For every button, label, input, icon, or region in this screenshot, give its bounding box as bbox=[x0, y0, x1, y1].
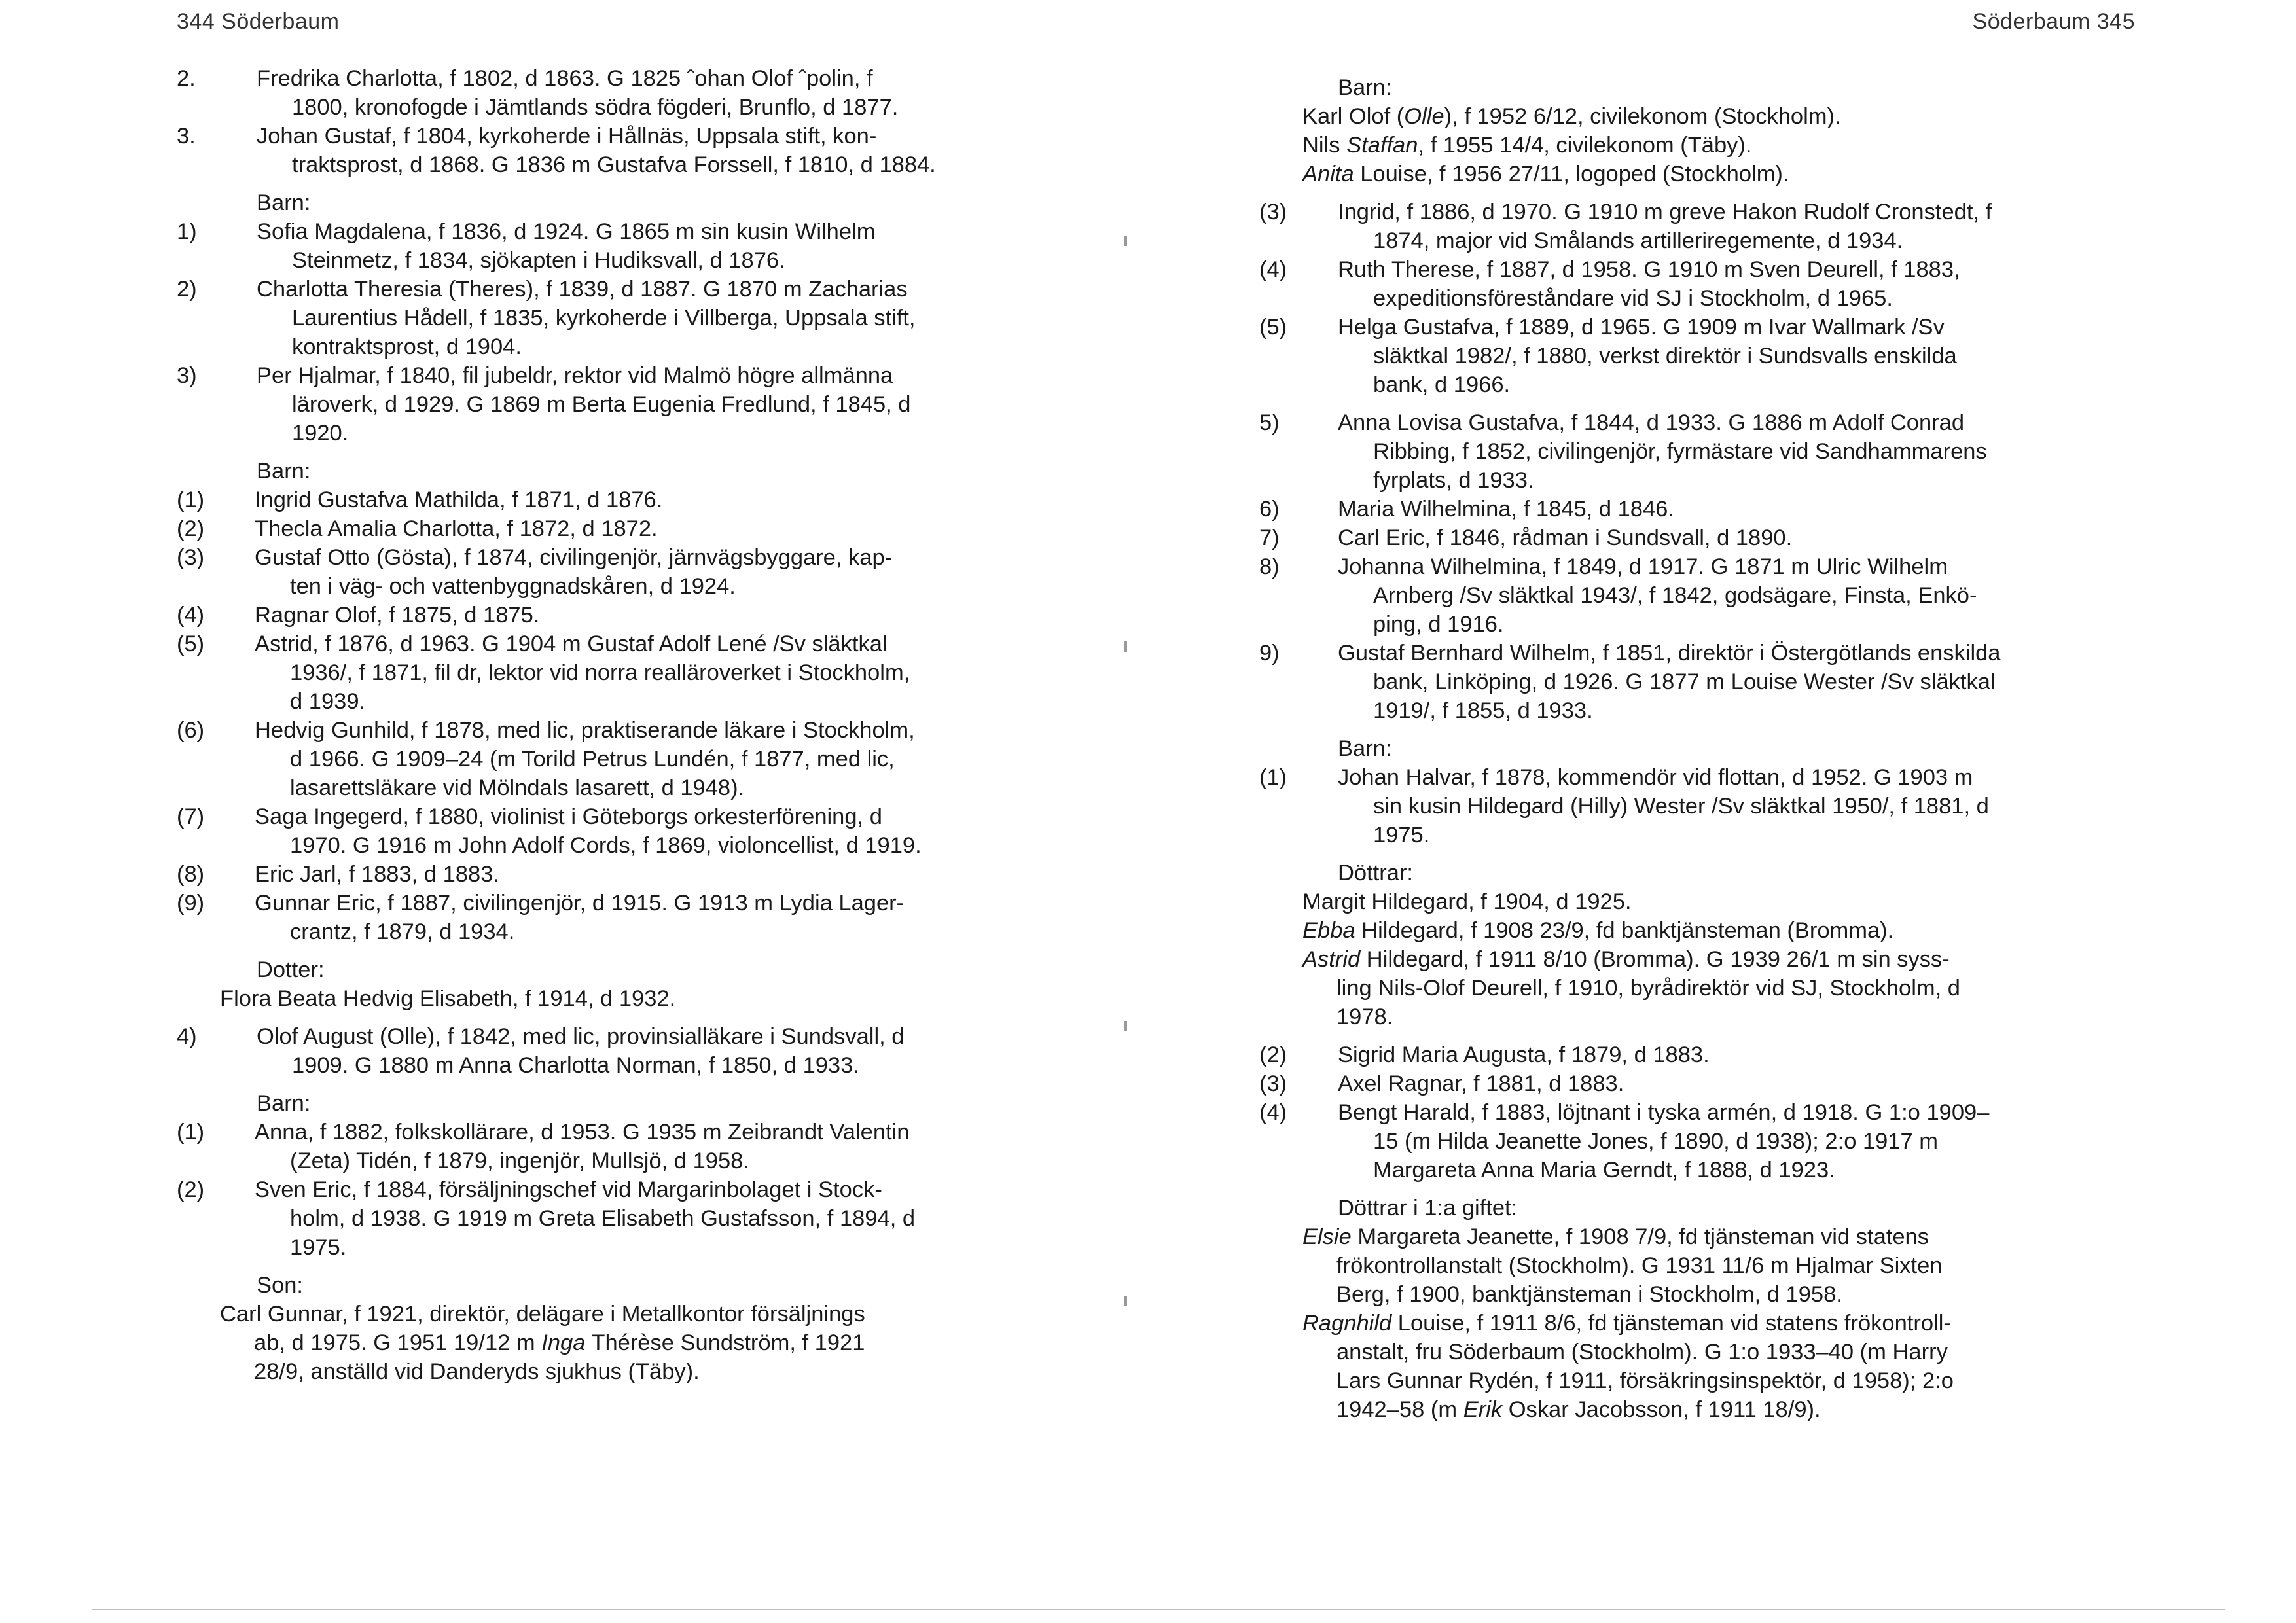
entry-line: Thecla Amalia Charlotta, f 1872, d 1872. bbox=[255, 516, 658, 541]
genealogy-entry bbox=[177, 889, 982, 946]
bottom-rule bbox=[92, 1609, 2225, 1610]
section-subhead: Barn: bbox=[1338, 75, 1392, 100]
entry-line: (Zeta) Tidén, f 1879, ingenjör, Mullsjö, d 1958. bbox=[290, 1149, 749, 1173]
entry-line: Hedvig Gunhild, f 1878, med lic, praktiserande läkare i Stockholm, bbox=[255, 718, 915, 743]
child-entry-line: Ragnhild Louise, f 1911 8/6, fd tjänsteman vid statens frökontroll- bbox=[1302, 1311, 1951, 1336]
genealogy-entry bbox=[1259, 524, 2117, 552]
entry-line: fyrplats, d 1933. bbox=[1373, 468, 1534, 493]
entry-line: Margareta Anna Maria Gerndt, f 1888, d 1923. bbox=[1373, 1158, 1835, 1183]
entry-line: Olof August (Olle), f 1842, med lic, provinsialläkare i Sundsvall, d bbox=[257, 1024, 905, 1049]
right-page bbox=[1148, 0, 2296, 1623]
entry-line: 1874, major vid Smålands artilleriregemente, d 1934. bbox=[1373, 228, 1903, 253]
genealogy-entry bbox=[1259, 313, 2117, 399]
genealogy-entry bbox=[177, 716, 982, 802]
entry-line: Per Hjalmar, f 1840, fil jubeldr, rektor vid Malmö högre allmänna bbox=[257, 363, 893, 388]
entry-line: holm, d 1938. G 1919 m Greta Elisabeth Gustafsson, f 1894, d bbox=[290, 1206, 916, 1231]
child-entry-line: Berg, f 1900, banktjänsteman i Stockholm, d 1958. bbox=[1336, 1282, 1842, 1307]
section-subhead: Döttrar i 1:a giftet: bbox=[1338, 1196, 1518, 1221]
entry-line: Laurentius Hådell, f 1835, kyrkoherde i Villberga, Uppsala stift, bbox=[292, 306, 916, 330]
gutter-mark bbox=[1124, 641, 1127, 652]
genealogy-entry bbox=[177, 1175, 982, 1262]
spacer bbox=[1259, 188, 2117, 198]
entry-line: ten i väg- och vattenbyggnadskåren, d 1924. bbox=[290, 574, 736, 599]
genealogy-entry bbox=[177, 514, 982, 543]
spacer bbox=[1259, 1185, 2117, 1190]
spacer bbox=[1259, 1031, 2117, 1041]
entry-line: lasarettsläkare vid Mölndals lasarett, d 1948). bbox=[290, 776, 745, 800]
genealogy-entry bbox=[1259, 255, 2117, 313]
entry-line: Sigrid Maria Augusta, f 1879, d 1883. bbox=[1338, 1043, 1710, 1067]
entry-number: (5) bbox=[177, 632, 205, 656]
child-entry-line: anstalt, fru Söderbaum (Stockholm). G 1:o 1933–40 (m Harry bbox=[1336, 1340, 1948, 1364]
section-subhead: Barn: bbox=[1338, 736, 1392, 761]
entry-line: läroverk, d 1929. G 1869 m Berta Eugenia Fredlund, f 1845, d bbox=[292, 392, 911, 417]
entry-number: (2) bbox=[1259, 1043, 1287, 1067]
entry-number: 7) bbox=[1259, 526, 1280, 550]
genealogy-entry bbox=[1259, 639, 2117, 725]
entry-line: Sven Eric, f 1884, försäljningschef vid Margarinbolaget i Stock- bbox=[255, 1177, 882, 1202]
entry-number: 1) bbox=[177, 219, 197, 244]
entry-line: Ingrid, f 1886, d 1970. G 1910 m greve Hakon Rudolf Cronstedt, f bbox=[1338, 200, 1992, 224]
genealogy-entry bbox=[1259, 763, 2117, 849]
entry-number: (1) bbox=[1259, 765, 1287, 790]
entry-number: 6) bbox=[1259, 497, 1280, 522]
entry-line: Gunnar Eric, f 1887, civilingenjör, d 1915. G 1913 m Lydia Lager- bbox=[255, 891, 905, 916]
entry-number: (8) bbox=[177, 862, 205, 887]
genealogy-entry bbox=[177, 1022, 982, 1080]
entry-line: Johanna Wilhelmina, f 1849, d 1917. G 1871 m Ulric Wilhelm bbox=[1338, 554, 1948, 579]
entry-line: d 1966. G 1909–24 (m Torild Petrus Lundén, f 1877, med lic, bbox=[290, 747, 895, 772]
genealogy-entry bbox=[1259, 1098, 2117, 1185]
spacer bbox=[177, 1262, 982, 1267]
gutter-mark bbox=[1124, 1296, 1127, 1306]
entry-number: (6) bbox=[177, 718, 205, 743]
genealogy-entry bbox=[177, 217, 982, 275]
gutter-mark bbox=[1124, 1021, 1127, 1031]
entry-number: (4) bbox=[177, 603, 205, 628]
entry-line: 1970. G 1916 m John Adolf Cords, f 1869, violoncellist, d 1919. bbox=[290, 833, 922, 858]
section-subhead: Barn: bbox=[257, 190, 311, 215]
child-entry-line: Margit Hildegard, f 1904, d 1925. bbox=[1302, 889, 1632, 914]
entry-number: (1) bbox=[177, 488, 205, 512]
entry-line: Johan Gustaf, f 1804, kyrkoherde i Hållnäs, Uppsala stift, kon- bbox=[257, 124, 877, 149]
entry-line: Axel Ragnar, f 1881, d 1883. bbox=[1338, 1071, 1624, 1096]
child-entry-line: frökontrollanstalt (Stockholm). G 1931 11/6 m Hjalmar Sixten bbox=[1336, 1253, 1943, 1278]
entry-line: expeditionsföreståndare vid SJ i Stockholm, d 1965. bbox=[1373, 286, 1893, 311]
entry-line: 1919/, f 1855, d 1933. bbox=[1373, 698, 1593, 723]
entry-line: Fredrika Charlotta, f 1802, d 1863. G 1825 ˆohan Olof ˆpolin, f bbox=[257, 66, 873, 91]
entry-line: Arnberg /Sv släktkal 1943/, f 1842, godsägare, Finsta, Enkö- bbox=[1373, 583, 1977, 608]
entry-line: bank, d 1966. bbox=[1373, 372, 1511, 397]
entry-line: traktsprost, d 1868. G 1836 m Gustafva Forssell, f 1810, d 1884. bbox=[292, 152, 936, 177]
entry-line: Carl Eric, f 1846, rådman i Sundsvall, d 1890. bbox=[1338, 526, 1793, 550]
entry-number: 5) bbox=[1259, 410, 1280, 435]
section-subhead: Dotter: bbox=[257, 957, 325, 982]
entry-line: Johan Halvar, f 1878, kommendör vid flottan, d 1952. G 1903 m bbox=[1338, 765, 1973, 790]
genealogy-entry bbox=[177, 601, 982, 630]
genealogy-entry bbox=[1259, 495, 2117, 524]
entry-line: släktkal 1982/, f 1880, verkst direktör i Sundsvalls enskilda bbox=[1373, 344, 1957, 368]
child-entry-line: 1942–58 (m Erik Oskar Jacobsson, f 1911 18/9). bbox=[1336, 1397, 1821, 1422]
entry-line: sin kusin Hildegard (Hilly) Wester /Sv släktkal 1950/, f 1881, d bbox=[1373, 794, 1989, 819]
entry-line: 1909. G 1880 m Anna Charlotta Norman, f 1850, d 1933. bbox=[292, 1053, 859, 1078]
entry-number: (3) bbox=[1259, 1071, 1287, 1096]
entry-line: 15 (m Hilda Jeanette Jones, f 1890, d 1938); 2:o 1917 m bbox=[1373, 1129, 1939, 1154]
entry-line: Astrid, f 1876, d 1963. G 1904 m Gustaf Adolf Lené /Sv släktkal bbox=[255, 632, 888, 656]
child-entry-line: Astrid Hildegard, f 1911 8/10 (Bromma). G 1939 26/1 m sin syss- bbox=[1302, 947, 1950, 972]
genealogy-entry bbox=[177, 486, 982, 514]
genealogy-entry bbox=[177, 1118, 982, 1175]
section-subhead: Son: bbox=[257, 1273, 303, 1298]
entry-line: bank, Linköping, d 1926. G 1877 m Louise Wester /Sv släktkal bbox=[1373, 669, 1996, 694]
entry-number: (9) bbox=[177, 891, 205, 916]
entry-number: 2. bbox=[177, 66, 196, 91]
entry-line: Ribbing, f 1852, civilingenjör, fyrmästare vid Sandhammarens bbox=[1373, 439, 1987, 464]
entry-number: (5) bbox=[1259, 315, 1287, 340]
spacer bbox=[1259, 725, 2117, 730]
genealogy-entry bbox=[177, 275, 982, 361]
entry-line: Ingrid Gustafva Mathilda, f 1871, d 1876. bbox=[255, 488, 663, 512]
genealogy-entry bbox=[1259, 1041, 2117, 1069]
child-entry-line: Nils Staffan, f 1955 14/4, civilekonom (Täby). bbox=[1302, 133, 1752, 158]
entry-line: 1800, kronofogde i Jämtlands södra fögderi, Brunflo, d 1877. bbox=[292, 95, 899, 120]
entry-number: (1) bbox=[177, 1120, 205, 1145]
entry-line: d 1939. bbox=[290, 689, 366, 714]
genealogy-entry bbox=[1259, 552, 2117, 639]
genealogy-entry bbox=[1259, 408, 2117, 495]
genealogy-entry bbox=[177, 543, 982, 601]
entry-line: Sofia Magdalena, f 1836, d 1924. G 1865 m sin kusin Wilhelm bbox=[257, 219, 876, 244]
entry-number: 3. bbox=[177, 124, 196, 149]
spacer bbox=[1259, 399, 2117, 408]
spacer bbox=[177, 179, 982, 185]
entry-line: Eric Jarl, f 1883, d 1883. bbox=[255, 862, 499, 887]
section-subhead: Döttrar: bbox=[1338, 861, 1414, 885]
running-head-left: 344 Söderbaum bbox=[177, 9, 340, 34]
genealogy-entry bbox=[1259, 1069, 2117, 1098]
entry-line: Gustaf Bernhard Wilhelm, f 1851, direktör i Östergötlands enskilda bbox=[1338, 641, 2001, 666]
entry-number: (2) bbox=[177, 516, 205, 541]
section-subhead: Barn: bbox=[257, 459, 311, 484]
entry-line: Charlotta Theresia (Theres), f 1839, d 1887. G 1870 m Zacharias bbox=[257, 277, 908, 302]
genealogy-entry bbox=[177, 802, 982, 860]
entry-number: (7) bbox=[177, 804, 205, 829]
entry-number: (4) bbox=[1259, 1100, 1287, 1125]
spacer bbox=[177, 1080, 982, 1085]
spacer bbox=[177, 946, 982, 952]
entry-line: Anna, f 1882, folkskollärare, d 1953. G 1935 m Zeibrandt Valentin bbox=[255, 1120, 910, 1145]
genealogy-entry bbox=[177, 630, 982, 716]
spacer bbox=[177, 1013, 982, 1022]
entry-line: ping, d 1916. bbox=[1373, 612, 1504, 637]
child-entry-line: Lars Gunnar Rydén, f 1911, försäkringsinspektör, d 1958); 2:o bbox=[1336, 1368, 1954, 1393]
entry-line: Gustaf Otto (Gösta), f 1874, civilingenjör, järnvägsbyggare, kap- bbox=[255, 545, 893, 570]
child-entry-line: Flora Beata Hedvig Elisabeth, f 1914, d 1932. bbox=[220, 986, 676, 1011]
entry-line: 1920. bbox=[292, 421, 349, 446]
spacer bbox=[1259, 64, 2117, 69]
genealogy-entry bbox=[1259, 198, 2117, 255]
entry-number: (4) bbox=[1259, 257, 1287, 282]
spacer bbox=[177, 448, 982, 453]
entry-line: 1975. bbox=[1373, 823, 1430, 847]
genealogy-entry bbox=[177, 860, 982, 889]
left-column bbox=[177, 64, 982, 1386]
entry-line: Bengt Harald, f 1883, löjtnant i tyska armén, d 1918. G 1:o 1909– bbox=[1338, 1100, 1990, 1125]
genealogy-entry bbox=[177, 361, 982, 448]
child-entry-line: Karl Olof (Olle), f 1952 6/12, civilekonom (Stockholm). bbox=[1302, 104, 1841, 129]
child-entry-line: Anita Louise, f 1956 27/11, logoped (Stockholm). bbox=[1302, 162, 1789, 187]
entry-line: Steinmetz, f 1834, sjökapten i Hudiksvall, d 1876. bbox=[292, 248, 785, 273]
entry-line: Helga Gustafva, f 1889, d 1965. G 1909 m Ivar Wallmark /Sv bbox=[1338, 315, 1945, 340]
gutter-mark bbox=[1124, 236, 1127, 246]
entry-line: Ragnar Olof, f 1875, d 1875. bbox=[255, 603, 540, 628]
entry-number: (3) bbox=[177, 545, 205, 570]
child-entry-line: Ebba Hildegard, f 1908 23/9, fd banktjänsteman (Bromma). bbox=[1302, 918, 1894, 943]
entry-line: Saga Ingegerd, f 1880, violinist i Göteborgs orkesterförening, d bbox=[255, 804, 882, 829]
section-subhead: Barn: bbox=[257, 1091, 311, 1116]
child-entry-line: 1978. bbox=[1336, 1005, 1393, 1029]
right-column bbox=[1259, 64, 2117, 1424]
entry-line: Anna Lovisa Gustafva, f 1844, d 1933. G 1886 m Adolf Conrad bbox=[1338, 410, 1965, 435]
running-head-right: Söderbaum 345 bbox=[1972, 9, 2135, 34]
child-entry-line: 28/9, anställd vid Danderyds sjukhus (Täby). bbox=[254, 1359, 700, 1384]
genealogy-entry bbox=[177, 64, 982, 122]
genealogy-entry bbox=[177, 122, 982, 179]
child-entry-line: Elsie Margareta Jeanette, f 1908 7/9, fd tjänsteman vid statens bbox=[1302, 1224, 1929, 1249]
entry-number: 9) bbox=[1259, 641, 1280, 666]
entry-number: (2) bbox=[177, 1177, 205, 1202]
child-entry-line: ling Nils-Olof Deurell, f 1910, byrådirektör vid SJ, Stockholm, d bbox=[1336, 976, 1960, 1001]
entry-line: 1936/, f 1871, fil dr, lektor vid norra realläroverket i Stockholm, bbox=[290, 660, 910, 685]
entry-line: 1975. bbox=[290, 1235, 347, 1260]
child-entry-line: Carl Gunnar, f 1921, direktör, delägare i Metallkontor försäljnings bbox=[220, 1302, 865, 1327]
entry-number: 8) bbox=[1259, 554, 1280, 579]
entry-number: 4) bbox=[177, 1024, 197, 1049]
child-entry-line: ab, d 1975. G 1951 19/12 m Inga Thérèse Sundström, f 1921 bbox=[254, 1330, 865, 1355]
spacer bbox=[1259, 849, 2117, 855]
entry-line: kontraktsprost, d 1904. bbox=[292, 334, 522, 359]
entry-number: (3) bbox=[1259, 200, 1287, 224]
entry-line: crantz, f 1879, d 1934. bbox=[290, 919, 515, 944]
entry-line: Maria Wilhelmina, f 1845, d 1846. bbox=[1338, 497, 1674, 522]
entry-number: 2) bbox=[177, 277, 197, 302]
entry-number: 3) bbox=[177, 363, 197, 388]
entry-line: Ruth Therese, f 1887, d 1958. G 1910 m Sven Deurell, f 1883, bbox=[1338, 257, 1960, 282]
